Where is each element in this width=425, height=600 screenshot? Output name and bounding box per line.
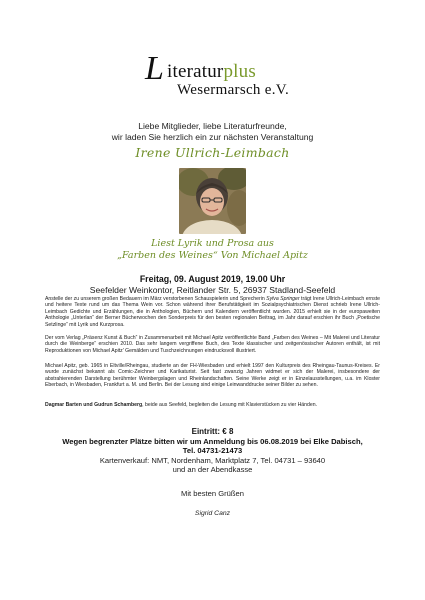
registration-note: Wegen begrenzter Plätze bitten wir um Anmeldung bis 06.08.2019 bei Elke Dabisch, xyxy=(62,437,363,446)
logo-initial: L xyxy=(145,50,164,87)
paragraph-music xyxy=(45,402,380,408)
paragraph-book: Der vom Verlag „Präsenz Kunst & Buch“ in Zusammenarbeit mit Michael Apitz veröffentlichte Band „Farben des Weines – Mit Malerei und Literatur durch die Weinberge“ erschien 2010. Das sehr langem vergriffene Buch, des Texte klassischer und zeitgenössischer Autoren enthält, ist mit Reproduktionen von Michael Apitz' Gemälden und Tuschzeichnungen eindrucksvoll illustriert. xyxy=(45,335,380,354)
author-name: Irene Ullrich-Leimbach xyxy=(135,145,290,160)
paragraph-reader-bio xyxy=(45,296,380,328)
greeting-line-2: wir laden Sie herzlich ein zur nächsten Veranstaltung xyxy=(111,132,314,142)
admission-price: Eintritt: € 8 xyxy=(191,427,234,436)
box-office-info: und an der Abendkasse xyxy=(172,465,253,474)
paragraph-1-text-b: trägt Irene Ullrich-Leimbach ernste und heitere Texte rund um das Thema Wein vor. Schon während ihrer Berufstätigkeit im Sozialpsychiatrischen Dienst schrieb Irene Ullrich-Leimbach Gedichte und Erzählungen, die in Anthologien, Büchern und Kalendern veröffentlicht wurden. 2015 erhielt sie in der europaweiten Anthologie „Unterlan“ der Berner Bücherwochen den Sonderpreis für den besten regionalen Beitrag, im Jahr darauf erschien ihr Buch „Poetische Setzlinge“ mit Lyrik und Kurzprosa. xyxy=(45,296,380,328)
paragraph-4-text: , beide aus Seefeld, begleiten die Lesung mit Klavierstücken zu vier Händen. xyxy=(142,402,318,408)
literaturplus-logo xyxy=(145,52,295,100)
logo-subline: Wesermarsch e.V. xyxy=(177,82,290,98)
signature: Sigrid Canz xyxy=(194,510,231,517)
tagline-line-2: „Farben des Weines“ Von Michael Apitz xyxy=(117,250,308,261)
closing-regards: Mit besten Grüßen xyxy=(181,489,244,498)
author-photo xyxy=(179,168,246,234)
musician-names: Dagmar Barten und Gudrun Schamberg xyxy=(45,402,143,408)
event-venue: Seefelder Weinkontor, Reitlander Str. 5, 26937 Stadland-Seefeld xyxy=(89,285,336,295)
registration-phone: Tel. 04731-21473 xyxy=(182,446,243,455)
logo-wordmark xyxy=(167,62,256,82)
logo-wordmark-plus: plus xyxy=(223,61,256,82)
event-date: Freitag, 09. August 2019, 19.00 Uhr xyxy=(139,274,286,284)
greeting xyxy=(0,121,425,143)
logo-wordmark-a: iteratur xyxy=(167,61,224,82)
presale-info: Kartenverkauf: NMT, Nordenham, Marktplatz 7, Tel. 04731 – 93640 xyxy=(99,456,326,465)
paragraph-1-text-a: Anstelle der zu unserem großen Bedauern im März verstorbenen Schauspielerin und Sprecherin xyxy=(45,296,267,302)
tagline-line-1: Liest Lyrik und Prosa aus xyxy=(151,238,274,249)
portrait-image xyxy=(179,168,246,234)
paragraph-1-name: Sylva Springer xyxy=(266,296,300,302)
paragraph-painter-bio: Michael Apitz, geb. 1965 in Eltville/Rheingau, studierte an der FH-Wiesbaden und erhielt 1997 den Kulturpreis des Rheingau-Taunus-Kreises. Er wurde zunächst bekannt als Comic-Zeichner und Karikaturist. Seit fast zwanzig Jahren widmet er sich der Malerei, insbesondere der abstrahierenden Darstellung berühmter Weinbergslagen und Rheinlandschaften. Seine Werke zeigt er in Einzelausstellungen, u.a. im Kloster Eberbach, in Wiesbaden, Frankfurt a. M. und Berlin. Bei der Lesung sind einige Leinwanddrucke seiner Bilder zu sehen. xyxy=(45,363,380,389)
greeting-line-1: Liebe Mitglieder, liebe Literaturfreunde, xyxy=(138,121,287,131)
